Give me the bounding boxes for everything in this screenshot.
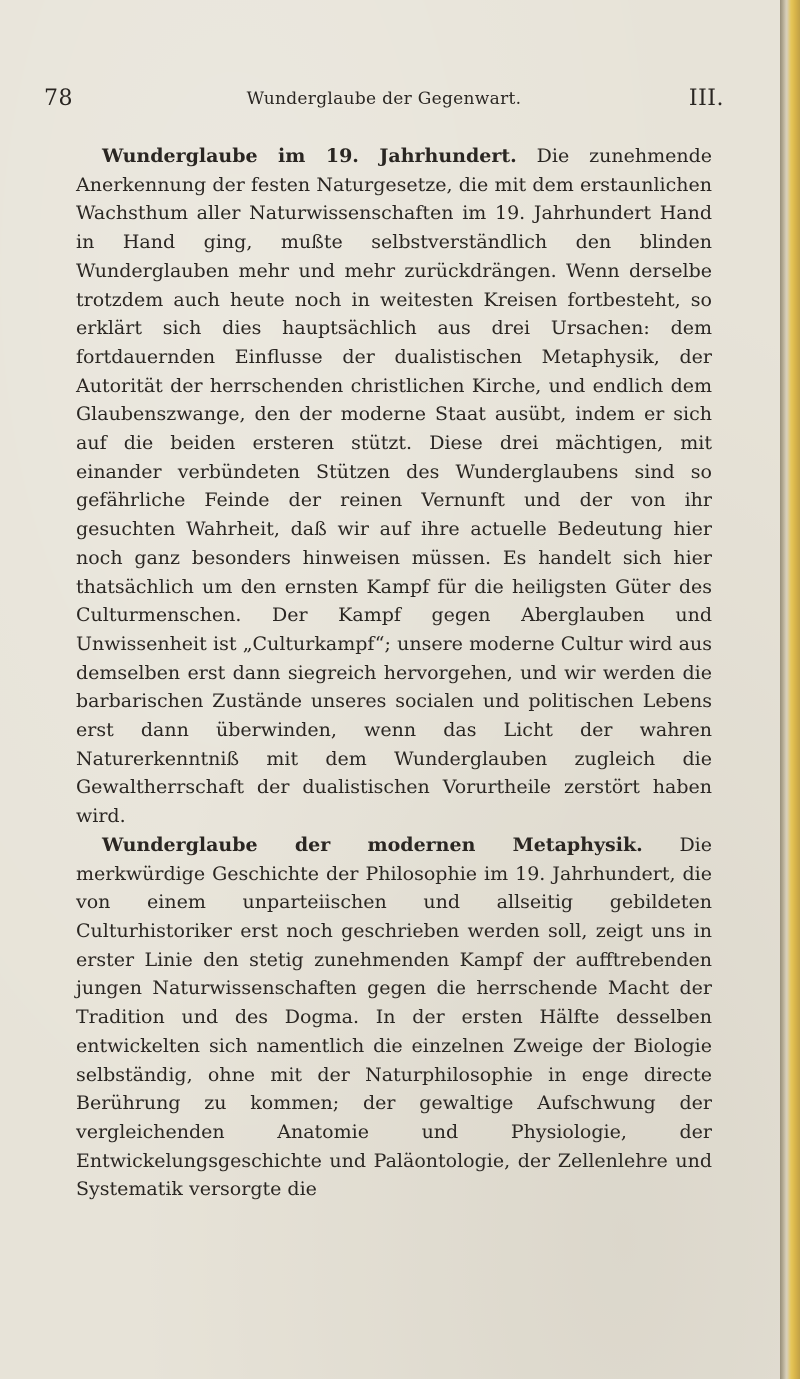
paragraph-text: Die merkwürdige Geschichte der Philosophie im 19. Jahrhundert, die von einem unparteiischen und allseitig gebildeten Culturhistoriker erst noch geschrieben werden soll, zeigt uns in erster Linie den stetig zunehmenden Kampf der aufftrebenden jungen Naturwissenschaften gegen die herrschende Macht der Tradition und des Dogma. In der ersten Hälfte desselben entwickelten sich namentlich die einzelnen Zweige der Biologie selbständig, ohne mit der Naturphilosophie in enge directe Berührung zu kommen; der gewaltige Aufschwung der vergleichenden Anatomie und Physiologie, der Entwickelungsgeschichte und Paläontologie, der Zellenlehre und Systematik versorgte die bbox=[76, 833, 712, 1201]
page-header bbox=[44, 86, 724, 116]
paragraph-heading: Wunderglaube im 19. Jahrhundert. bbox=[102, 145, 517, 167]
chapter-number: III. bbox=[688, 86, 724, 111]
paragraph-heading: Wunderglaube der modernen Metaphysik. bbox=[102, 833, 643, 856]
body-text bbox=[76, 142, 712, 1204]
paragraph bbox=[76, 831, 712, 1204]
paragraph bbox=[76, 142, 712, 831]
page-number: 78 bbox=[44, 86, 73, 111]
paragraph-text: Die zunehmende Anerkennung der festen Naturgesetze, die mit dem erstaunlichen Wachsthum aller Naturwissenschaften im 19. Jahrhundert Hand in Hand ging, mußte selbstverständlich den blinden Wunderglauben mehr und mehr zurückdrängen. Wenn derselbe trotzdem auch heute noch in weitesten Kreisen fortbesteht, so erklärt sich dies hauptsächlich aus drei Ursachen: dem fortdauernden Einflusse der dualistischen Metaphysik, der Autorität der herrschenden christlichen Kirche, und endlich dem Glaubenszwange, den der moderne Staat ausübt, indem er sich auf die beiden ersteren stützt. Diese drei mächtigen, mit einander verbündeten Stützen des Wunderglaubens sind so gefährliche Feinde der reinen Vernunft und der von ihr gesuchten Wahrheit, daß wir auf ihre actuelle Bedeutung hier noch ganz besonders hinweisen müssen. Es handelt sich hier thatsächlich um den ernsten Kampf für die heiligsten Güter des Culturmenschen. Der Kampf gegen Aberglauben und Unwissenheit ist „Culturkampf“; unsere moderne Cultur wird aus demselben erst dann siegreich hervorgehen, und wir werden die barbarischen Zustände unseres socialen und politischen Lebens erst dann überwinden, wenn das Licht der wahren Naturerkenntniß mit dem Wunderglauben zugleich die Gewaltherrschaft der dualistischen Vorurtheile zerstört haben wird. bbox=[76, 145, 712, 828]
page-edge bbox=[780, 0, 800, 1379]
running-title: Wunderglaube der Gegenwart. bbox=[246, 89, 522, 109]
